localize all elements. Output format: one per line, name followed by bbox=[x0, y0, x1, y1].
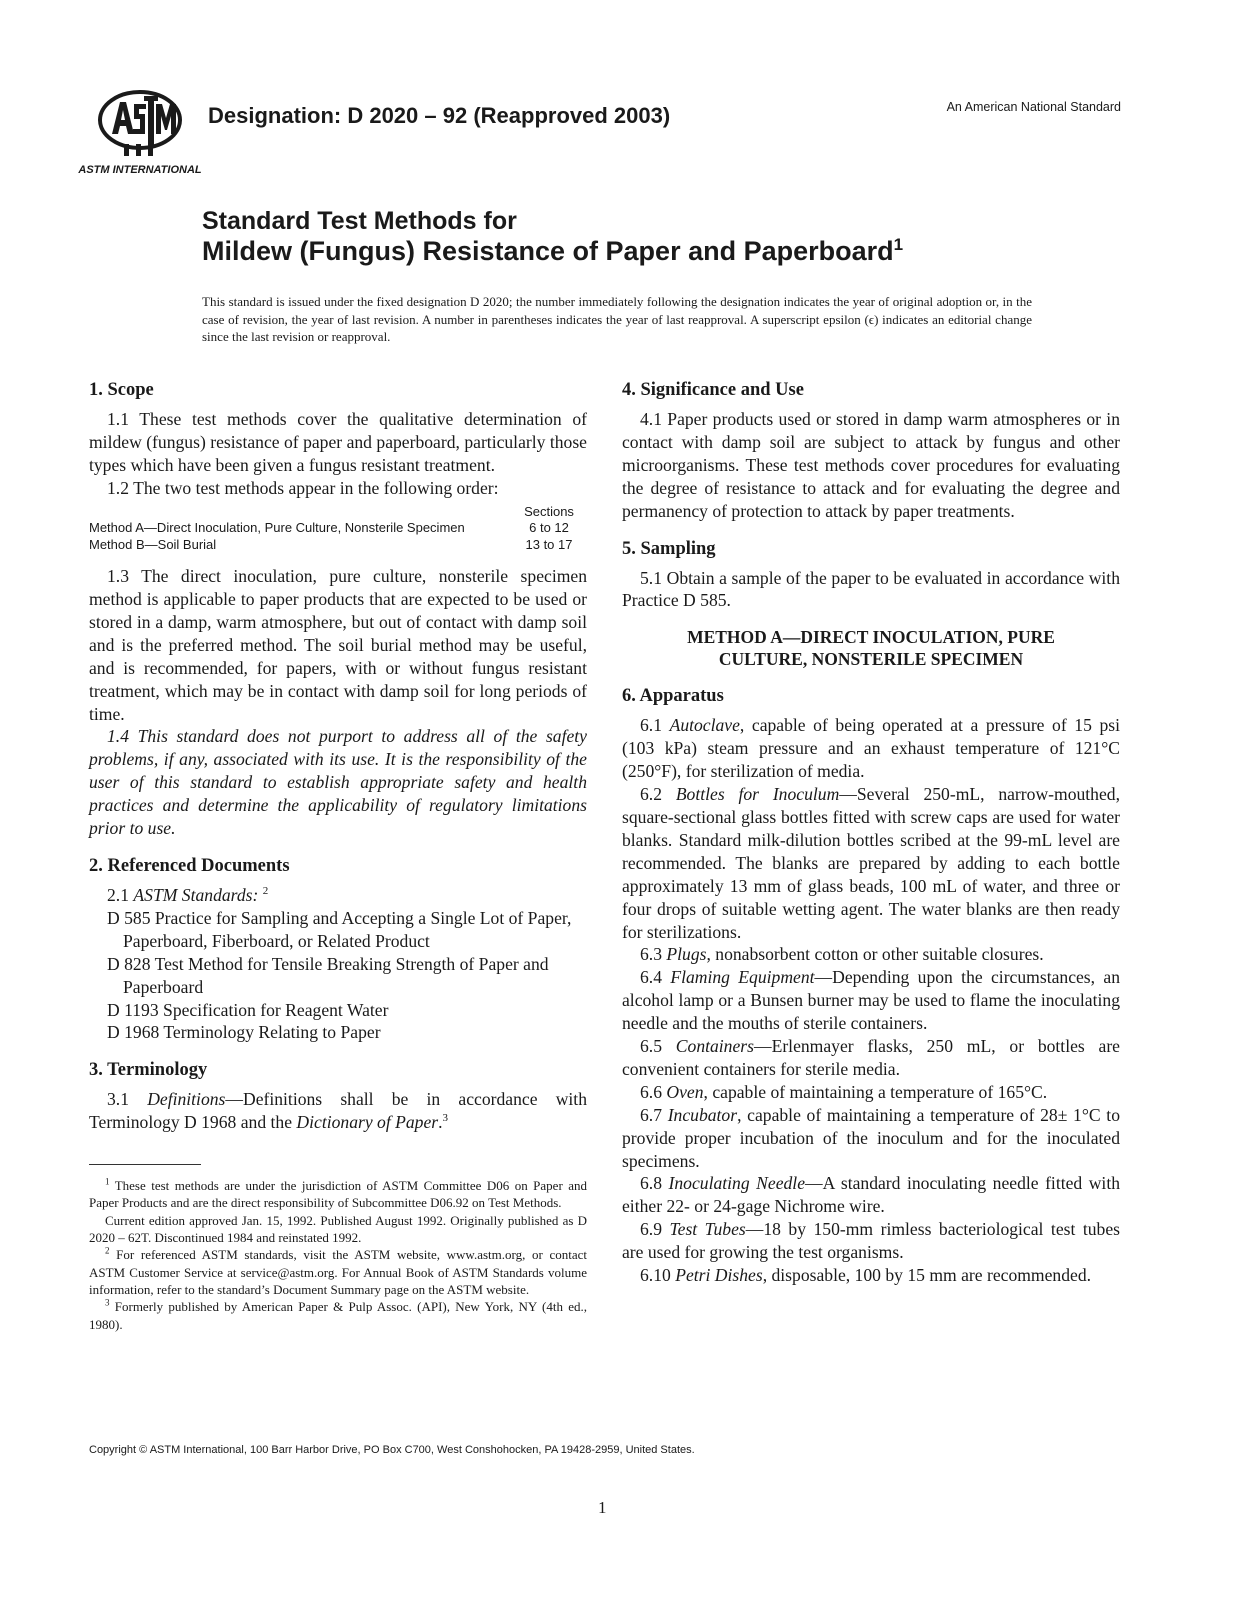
apparatus-heading: 6. Apparatus bbox=[622, 686, 724, 707]
apparatus-6-8: 6.8 Inoculating Needle—A standard inoculating needle fitted with either 22- or 24-gage Nichrome wire. bbox=[622, 1173, 1121, 1217]
title-line-2: Mildew (Fungus) Resistance of Paper and Paperboard$^1$ bbox=[202, 235, 904, 266]
significance-heading: 4. Significance and Use bbox=[622, 380, 804, 400]
logo-text: ASTM INTERNATIONAL bbox=[78, 164, 202, 176]
terminology-3-1: 3.1 Definitions—Definitions shall be in accordance with Terminology D 1968 and the Dictionary of Paper.$^3$ bbox=[89, 1089, 587, 1133]
right-column bbox=[622, 378, 1120, 1287]
significance-4-1: 4.1 Paper products used or stored in damp warm atmospheres or in contact with damp soil are subject to attack by fungus and other microorganisms. These test methods cover procedures for evaluating the degree of resistance to attack and for evaluating the degree and permanency of protection to attack by paper treatments. bbox=[622, 409, 1120, 521]
apparatus-6-10: 6.10 Petri Dishes, disposable, 100 by 15 mm are recommended. bbox=[640, 1265, 1092, 1286]
sampling-heading: 5. Sampling bbox=[622, 538, 716, 559]
sampling-5-1: 5.1 Obtain a sample of the paper to be evaluated in accordance with Practice D 585. bbox=[622, 567, 1120, 611]
designation: Designation: D 2020 – 92 (Reapproved 2003) bbox=[208, 103, 671, 128]
american-national-standard: An American National Standard bbox=[946, 100, 1121, 114]
scope-1-1: 1.1 These test methods cover the qualitative determination of mildew (fungus) resistance of paper and paperboard, particularly those types which have been given a fungus resistant treatment. bbox=[89, 409, 587, 475]
sections-table bbox=[89, 504, 579, 554]
ref-d828: D 828 Test Method for Tensile Breaking Strength of Paper and Paperboard bbox=[107, 953, 549, 997]
terminology-heading: 3. Terminology bbox=[89, 1060, 208, 1081]
footnote-1: $^1$ These test methods are under the jurisdiction of ASTM Committee D06 on Paper and Paper Products and are the direct responsibility of Subcommittee D06.92 on Test Methods. bbox=[89, 1176, 587, 1211]
apparatus-6-6: 6.6 Oven, capable of maintaining a temperature of 165°C. bbox=[640, 1081, 1048, 1102]
scope-1-2: 1.2 The two test methods appear in the following order: bbox=[107, 477, 499, 498]
apparatus-6-3: 6.3 Plugs, nonabsorbent cotton or other suitable closures. bbox=[640, 944, 1044, 965]
apparatus-6-9: 6.9 Test Tubes—18 by 150-mm rimless bacteriological test tubes are used for growing the test organisms. bbox=[622, 1219, 1120, 1263]
footnote-rule bbox=[89, 1164, 201, 1165]
astm-logo bbox=[78, 82, 202, 178]
scope-1-3: 1.3 The direct inoculation, pure culture, nonsterile specimen method is applicable to paper products that are expected to be used or stored in a damp, warm atmosphere, but out of contact with damp soil and is the preferred method. The soil burial method may be useful, and is recommended, for papers, with or without fungus resistant treatment, which may be in contact with damp soil for long periods of time. bbox=[89, 566, 587, 724]
copyright: Copyright © ASTM International, 100 Barr Harbor Drive, PO Box C700, West Conshohocken, PA 19428-2959, United States. bbox=[89, 1444, 695, 1456]
apparatus-6-5: 6.5 Containers—Erlenmayer flasks, 250 mL, or bottles are convenient containers for sterile media. bbox=[622, 1036, 1120, 1079]
apparatus-6-1: 6.1 Autoclave, capable of being operated at a pressure of 15 psi (103 kPa) steam pressure and an exhaust temperature of 121°C (250°F), for sterilization of media. bbox=[622, 715, 1120, 782]
referenced-2-1: 2.1 ASTM Standards: $^2$ bbox=[107, 885, 269, 905]
ref-d1968: D 1968 Terminology Relating to Paper bbox=[107, 1022, 381, 1043]
apparatus-6-4: 6.4 Flaming Equipment—Depending upon the circumstances, an alcohol lamp or a Bunsen burner may be used to flame the inoculating needle and the mouths of sterile containers. bbox=[622, 967, 1120, 1034]
footnote-3: $^3$ Formerly published by American Paper & Pulp Assoc. (API), New York, NY (4th ed., 1980). bbox=[89, 1297, 588, 1332]
scope-1-4: 1.4 This standard does not purport to address all of the safety problems, if any, associated with its use. It is the responsibility of the user of this standard to establish appropriate safety and health practices and determine the applicability of regulatory limitations prior to use. bbox=[89, 726, 587, 839]
sections-header: Sections bbox=[524, 503, 574, 519]
footnote-1b: Current edition approved Jan. 15, 1992. Published August 1992. Originally published as D 2020 – 62T. Discontinued 1984 and reinstated 1992. bbox=[89, 1212, 587, 1246]
table-row: Method A—Direct Inoculation, Pure Culture, Nonsterile Specimen 6 to 12 bbox=[89, 520, 569, 536]
apparatus-6-7: 6.7 Incubator, capable of maintaining a temperature of 28± 1°C to provide proper incubation of the inoculum and for the inoculated specimens. bbox=[622, 1104, 1120, 1171]
table-row: Method B—Soil Burial 13 to 17 bbox=[89, 536, 573, 552]
referenced-heading: 2. Referenced Documents bbox=[89, 856, 290, 876]
footnote-2: $^2$ For referenced ASTM standards, visit the ASTM website, www.astm.org, or contact ASTM Customer Service at service@astm.org. For Annual Book of ASTM Standards volume information, refer to the standard’s Document Summary page on the ASTM website. bbox=[89, 1246, 587, 1297]
ref-d1193: D 1193 Specification for Reagent Water bbox=[107, 999, 389, 1020]
apparatus-6-2: 6.2 Bottles for Inoculum—Several 250-mL, narrow-mouthed, square-sectional glass bottles fitted with screw caps are used for water blanks. Standard milk-dilution bottles scribed at the 99-mL level are recommended. The blanks are prepared by adding to each bottle approximately 13 mm of glass beads, 100 mL of water, and three or four drops of suitable wetting agent. The water blanks are then ready for sterilizations. bbox=[622, 784, 1120, 942]
title-line-1: Standard Test Methods for bbox=[202, 207, 517, 235]
method-a-heading: METHOD A—DIRECT INOCULATION, PURE CULTURE, NONSTERILE SPECIMEN bbox=[687, 627, 1055, 670]
issued-note: This standard is issued under the fixed designation D 2020; the number immediately following the designation indicates the year of original adoption or, in the case of revision, the year of last revision. A number in parentheses indicates the year of last reapproval. A superscript epsilon (ϵ) indicates an editorial change since the last revision or reapproval. bbox=[202, 294, 1032, 344]
ref-d585: D 585 Practice for Sampling and Accepting a Single Lot of Paper, Paperboard, Fiberboard, or Related Product bbox=[107, 907, 572, 951]
page-number: 1 bbox=[598, 1498, 607, 1517]
title-footnote-mark: 1 bbox=[893, 235, 904, 254]
left-column bbox=[89, 378, 587, 1333]
scope-heading: 1. Scope bbox=[89, 380, 154, 400]
